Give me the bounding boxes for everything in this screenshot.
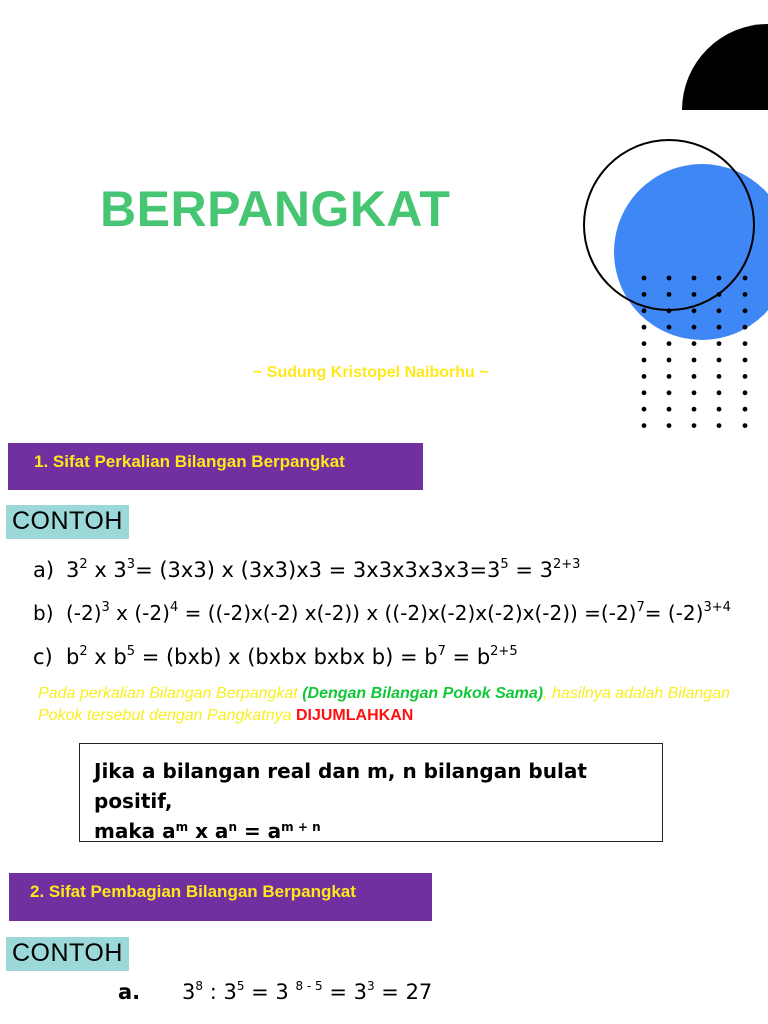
example-label: a. (118, 980, 141, 1004)
page-title: BERPANGKAT (100, 181, 451, 237)
decoration-dot (642, 423, 647, 428)
decoration-dot (717, 276, 722, 281)
decoration-dot (642, 407, 647, 412)
section-1-heading: 1. Sifat Perkalian Bilangan Berpangkat (8, 443, 423, 490)
decoration-dot (717, 341, 722, 346)
decoration-dot (717, 325, 722, 330)
decoration-dot (717, 407, 722, 412)
decoration-dot (743, 308, 748, 313)
decoration-dot (717, 308, 722, 313)
contoh-label-1: CONTOH (6, 505, 129, 539)
decoration-dot (692, 341, 697, 346)
decoration-dot (743, 423, 748, 428)
decoration-dot (692, 308, 697, 313)
example-c-equation: c) $b^2$ x $b^5 = (bxb)$ x (bxbx bxbx $b) = b^7 = b^{2+5}$ (33, 644, 518, 669)
decoration-dot (692, 390, 697, 395)
decoration-dot (642, 390, 647, 395)
decoration-dot (667, 341, 672, 346)
decoration-dot (692, 325, 697, 330)
decoration-dot (692, 358, 697, 363)
example-a-equation: a) $3^2$ x $3^3= (3x3)$ x $(3x3)x3 = 3x3x3x3x3=3^5 = 3^{2+3}$ (33, 557, 581, 582)
section-2-heading: 2. Sifat Pembagian Bilangan Berpangkat (9, 873, 432, 921)
decoration-dot (692, 407, 697, 412)
example-label: b) (33, 601, 54, 625)
decoration-dot (743, 374, 748, 379)
decoration-dot (642, 276, 647, 281)
decoration-dot (667, 292, 672, 297)
division-example-a-equation: a. $3^8$ : $3^5 = 3$ $^{8 - 5} = 3^3 = 27$ (118, 979, 433, 1004)
decoration-dot (667, 423, 672, 428)
decoration-dot (743, 341, 748, 346)
decoration-dot (642, 308, 647, 313)
example-label: a) (33, 558, 55, 582)
dijumlahkan-highlight: DIJUMLAHKAN (295, 707, 414, 724)
decoration-dot (717, 374, 722, 379)
decoration-dot (642, 358, 647, 363)
decoration-dot (667, 358, 672, 363)
decoration-dot (692, 423, 697, 428)
decoration-dot (642, 341, 647, 346)
decoration-dot (743, 276, 748, 281)
rule-explanation-note: Pada perkalian Bilangan Berpangkat (Dengan Bilangan Pokok Sama), hasilnya adalah Bilangan Pokok tersebut dengan Pangkatnya DIJUMLAHKAN (38, 685, 730, 724)
decoration-dot (743, 292, 748, 297)
decoration-dot (667, 390, 672, 395)
decoration-dot (717, 292, 722, 297)
decoration-dot (667, 374, 672, 379)
decoration-dot (743, 358, 748, 363)
rule-line-2: maka $a^m$ x $a^n = a^{m + n}$ (94, 819, 321, 843)
example-b-equation: b) $(-2)^3$ x $(-2)^4 = ((-2)x(-2)$ x(-2)) x $((-2)x(-2)x(-2)x(-2)) =(-2)^7= (-2)^{3+4}$ (33, 600, 731, 625)
decoration-dot (642, 292, 647, 297)
decoration-dot (692, 276, 697, 281)
contoh-label-2: CONTOH (6, 937, 129, 971)
decoration-dot (717, 390, 722, 395)
decoration-dot (692, 374, 697, 379)
decoration-dot (667, 276, 672, 281)
decoration-dot (667, 308, 672, 313)
decoration-dot (667, 407, 672, 412)
decoration-dot (743, 407, 748, 412)
author-line: ~ Sudung Kristopel Naiborhu ~ (253, 364, 489, 381)
decoration-dot (667, 325, 672, 330)
dot-grid-decoration (634, 272, 768, 432)
decoration-dot (642, 374, 647, 379)
decoration-dot (717, 423, 722, 428)
example-label: c) (33, 645, 53, 669)
decoration-dot (743, 325, 748, 330)
same-base-highlight: (Dengan Bilangan Pokok Sama) (302, 685, 544, 702)
decoration-dot (743, 390, 748, 395)
decoration-dot (692, 292, 697, 297)
decoration-dot (642, 325, 647, 330)
rule-box (79, 743, 663, 842)
rule-line-1: Jika a bilangan real dan m, n bilangan bulat positif, (94, 759, 587, 813)
decoration-dot (717, 358, 722, 363)
